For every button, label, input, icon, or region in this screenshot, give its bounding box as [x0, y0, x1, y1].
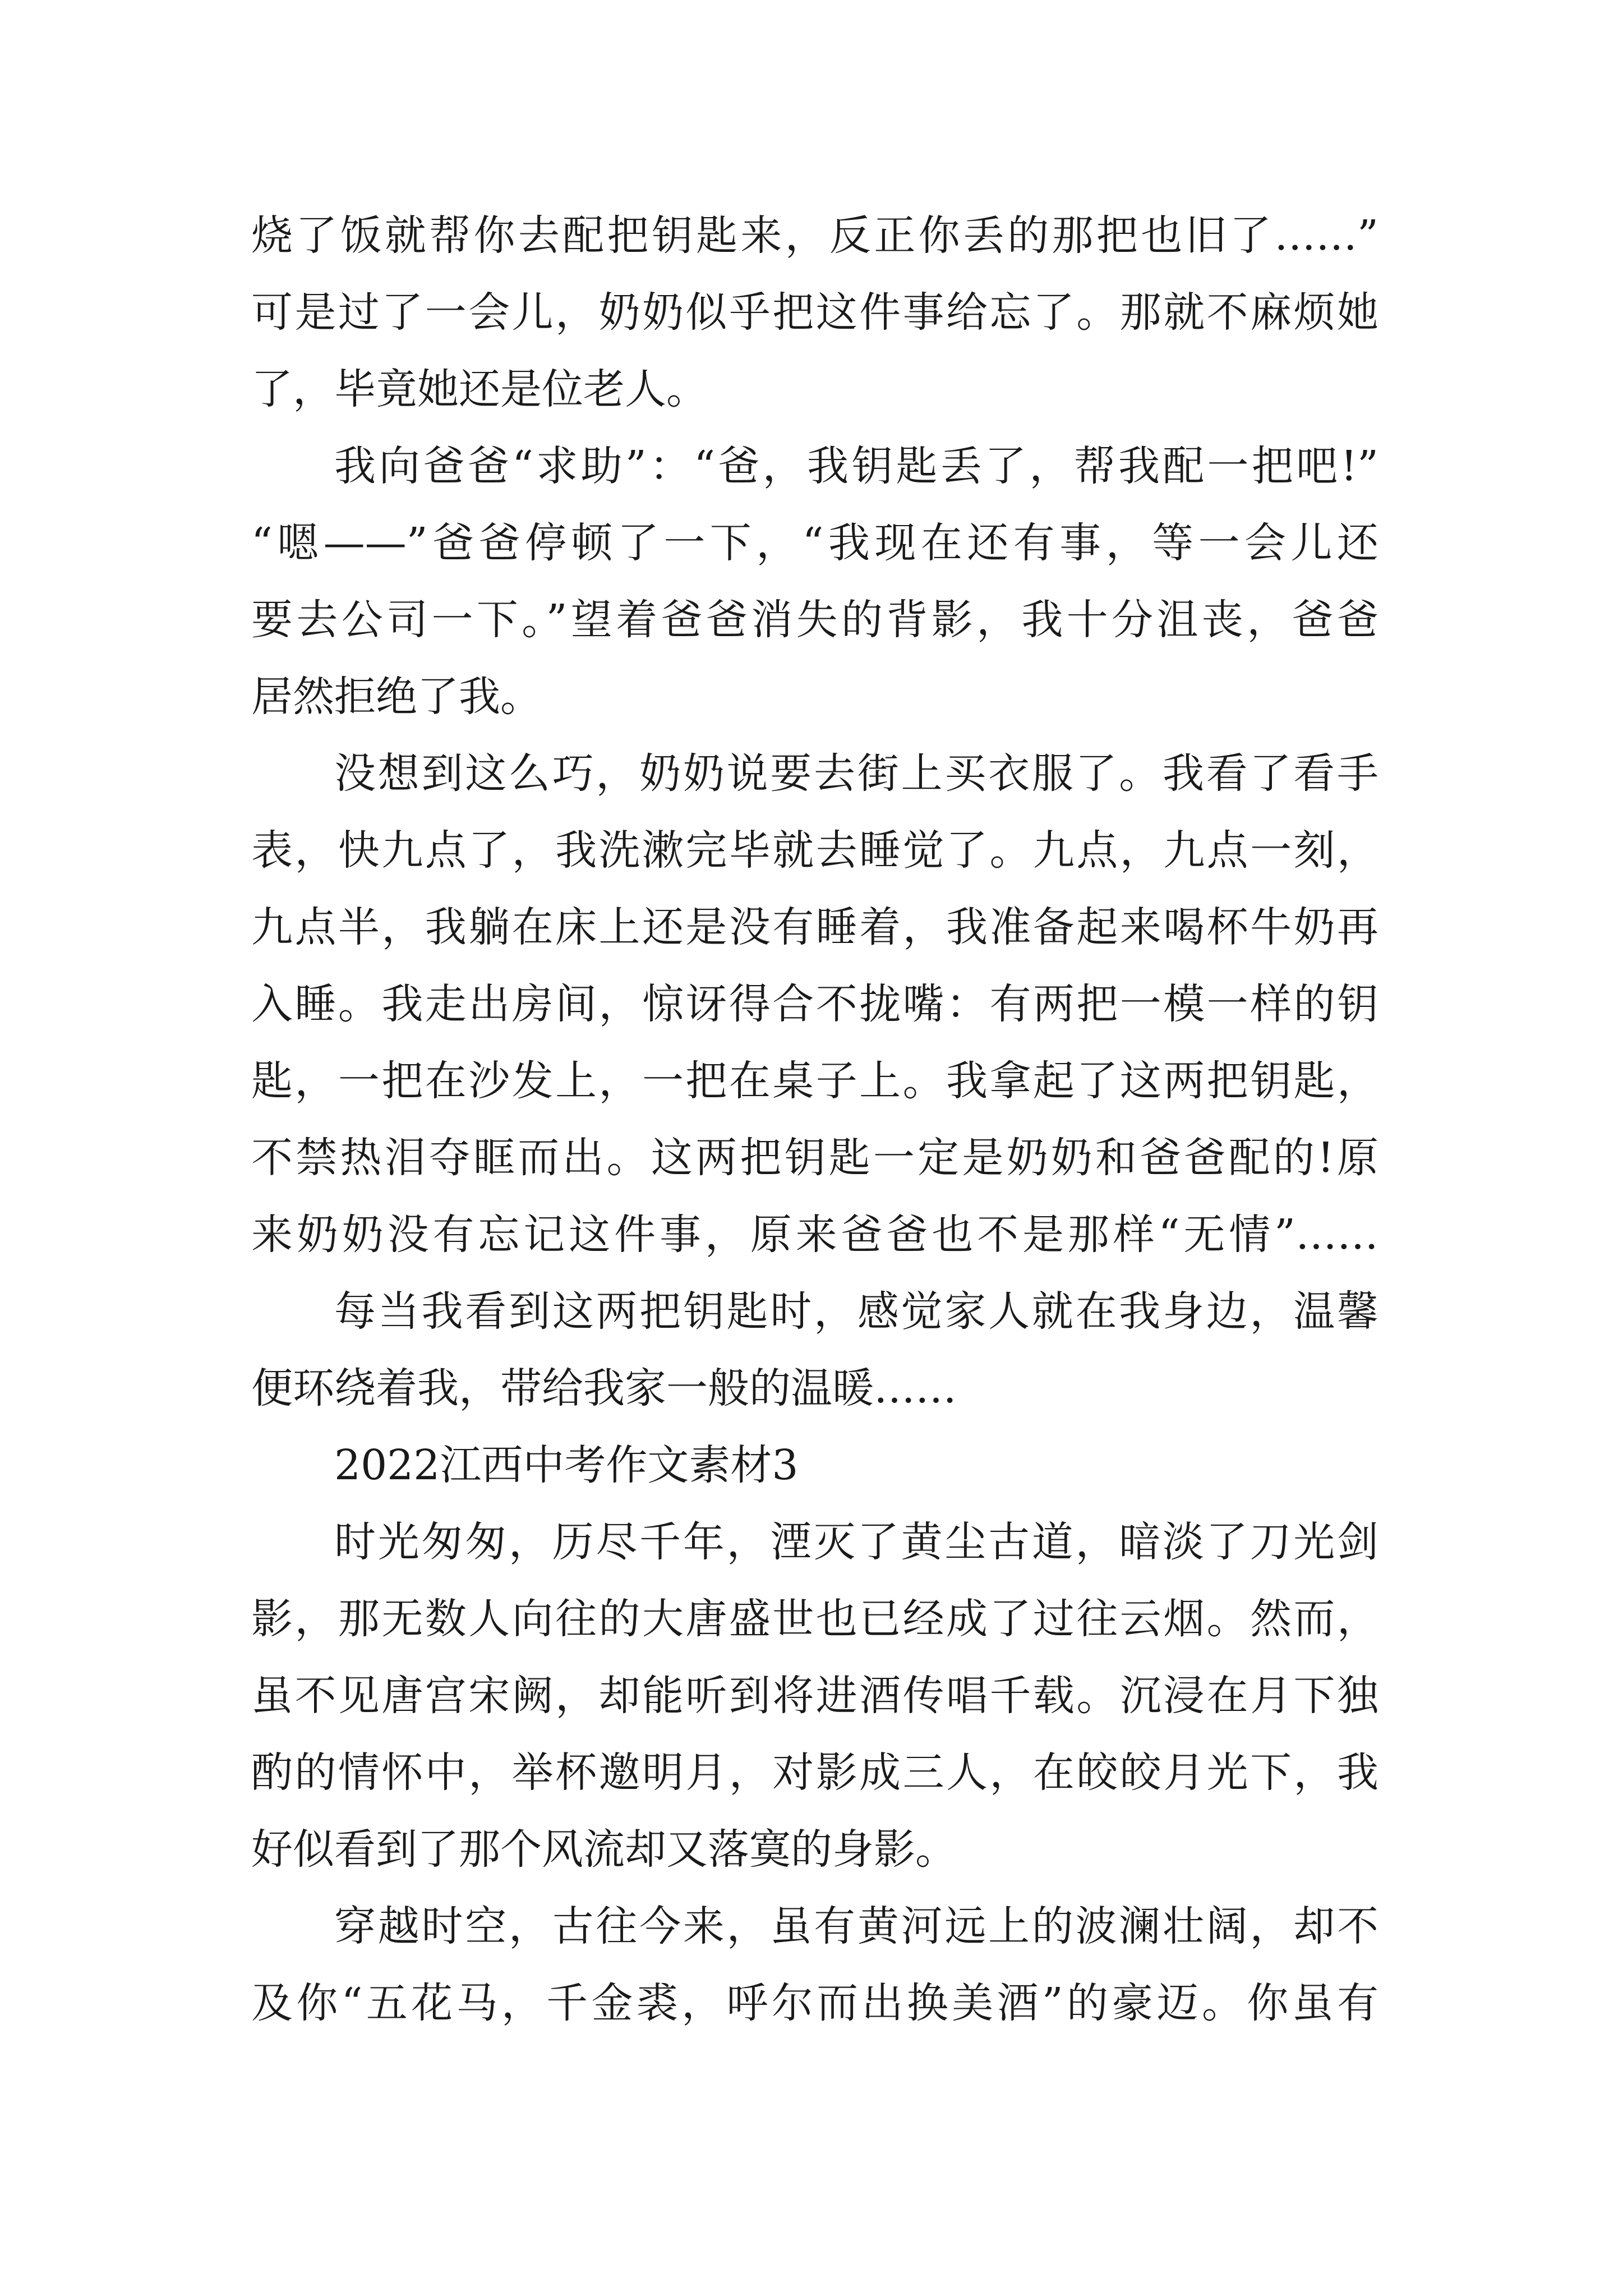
text-line: 时光匆匆，历尽千年，湮灭了黄尘古道，暗淡了刀光剑: [334, 1518, 1378, 1566]
text-line: 来奶奶没有忘记这件事，原来爸爸也不是那样“无情”……: [251, 1211, 1378, 1259]
text-line: 虽不见唐宫宋阙，却能听到将进酒传唱千载。沉浸在月下独: [251, 1672, 1378, 1720]
text-line: 入睡。我走出房间，惊讶得合不拢嘴：有两把一模一样的钥: [251, 980, 1378, 1028]
text-line: 没想到这么巧，奶奶说要去街上买衣服了。我看了看手: [334, 749, 1378, 798]
text-line: 便环绕着我，带给我家一般的温暖……: [251, 1364, 957, 1412]
text-line: 影，那无数人向往的大唐盛世也已经成了过往云烟。然而，: [251, 1595, 1378, 1643]
text-line: 可是过了一会儿，奶奶似乎把这件事给忘了。那就不麻烦她: [251, 288, 1378, 337]
section-heading: 2022江西中考作文素材3: [334, 1441, 799, 1489]
document-body: [251, 197, 1378, 2042]
text-line: 居然拒绝了我。: [251, 673, 542, 721]
text-line: 每当我看到这两把钥匙时，感觉家人就在我身边，温馨: [334, 1287, 1378, 1336]
text-line: 酌的情怀中，举杯邀明月，对影成三人，在皎皎月光下，我: [251, 1749, 1378, 1797]
text-line: 烧了饭就帮你去配把钥匙来，反正你丢的那把也旧了……”: [251, 211, 1378, 260]
text-line: 九点半，我躺在床上还是没有睡着，我准备起来喝杯牛奶再: [251, 903, 1378, 951]
text-line: 穿越时空，古往今来，虽有黄河远上的波澜壮阔，却不: [334, 1902, 1378, 1950]
text-line: “嗯——”爸爸停顿了一下，“我现在还有事，等一会儿还: [251, 519, 1378, 567]
text-line: 不禁热泪夺眶而出。这两把钥匙一定是奶奶和爸爸配的!原: [251, 1134, 1378, 1182]
text-line: 我向爸爸“求助”：“爸，我钥匙丢了，帮我配一把吧!”: [334, 442, 1378, 490]
text-line: 及你“五花马，千金裘，呼尔而出换美酒”的豪迈。你虽有: [251, 1979, 1378, 2027]
text-line: 要去公司一下。”望着爸爸消失的背影，我十分沮丧，爸爸: [251, 596, 1378, 644]
text-line: 表，快九点了，我洗漱完毕就去睡觉了。九点，九点一刻，: [251, 826, 1378, 875]
text-line: 匙，一把在沙发上，一把在桌子上。我拿起了这两把钥匙，: [251, 1057, 1378, 1105]
text-line: 好似看到了那个风流却又落寞的身影。: [251, 1825, 957, 1874]
text-line: 了，毕竟她还是位老人。: [251, 365, 708, 413]
